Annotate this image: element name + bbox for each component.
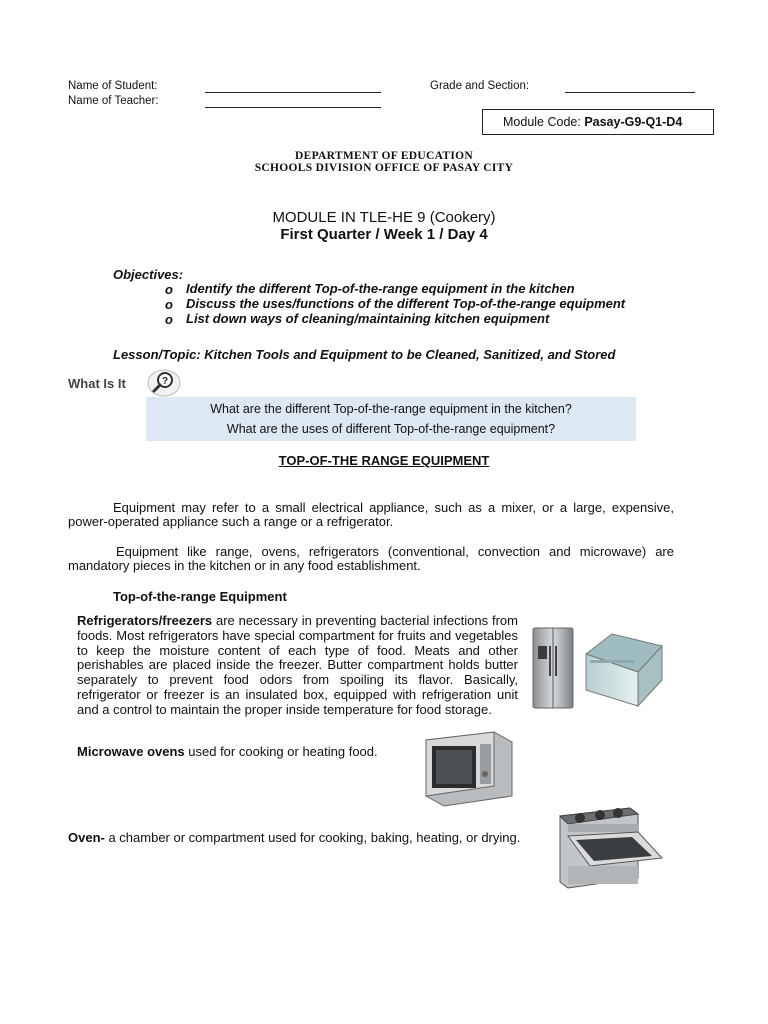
module-subtitle: First Quarter / Week 1 / Day 4	[280, 226, 488, 243]
module-code-value: Pasay-G9-Q1-D4	[584, 115, 683, 129]
intro-paragraph: Equipment may refer to a small electrical appliance, such as a mixer, or a large, expensive, power-operated appliance such a range or a refrigerator.	[68, 500, 674, 529]
student-name-label: Name of Student:	[68, 80, 158, 92]
what-is-it-label: What Is It	[68, 376, 126, 391]
grade-section-line[interactable]	[565, 92, 695, 93]
question-1: What are the different Top-of-the-range equipment in the kitchen?	[210, 402, 572, 416]
lesson-topic: Lesson/Topic: Kitchen Tools and Equipment to be Cleaned, Sanitized, and Stored	[113, 347, 616, 362]
fridge-term: Refrigerators/freezers	[77, 613, 213, 628]
oven-line	[68, 831, 520, 845]
objective-bullet: o	[165, 282, 173, 297]
objectives-label: Objectives:	[113, 267, 184, 282]
objective-item: List down ways of cleaning/maintaining kitchen equipment	[186, 311, 550, 326]
subheading: Top-of-the-range Equipment	[113, 589, 287, 604]
oven-range-image	[558, 806, 664, 890]
magnifier-question-icon	[147, 369, 181, 397]
fridge-text: are necessary in preventing bacterial infections from foods. Most refrigerators have special compartment for fruits and vegetables to keep the moisture content of each type of food. Meats and other perishables are placed inside the freezer. Butter compartment holds butter separately to prevent food odors from spoiling its flavor. Basically, refrigerator or freezer is an insulated box, equipped with refrigeration unit and a control to maintain the proper inside temperature for food storage.	[77, 613, 518, 717]
oven-text: a chamber or compartment used for cooking, baking, heating, or drying.	[104, 830, 521, 845]
teacher-name-line[interactable]	[205, 107, 381, 108]
chest-freezer-image	[582, 632, 666, 708]
svg-text:?: ?	[161, 376, 169, 387]
objective-item: Discuss the uses/functions of the different Top-of-the-range equipment	[186, 296, 626, 311]
oven-term: Oven-	[68, 830, 105, 845]
objective-item: Identify the different Top-of-the-range equipment in the kitchen	[186, 281, 575, 296]
module-title: MODULE IN TLE-HE 9 (Cookery)	[272, 209, 496, 226]
objective-bullet: o	[165, 297, 173, 312]
grade-section-label: Grade and Section:	[430, 80, 530, 92]
module-code-label: Module Code:	[503, 115, 581, 129]
refrigerator-image	[531, 626, 575, 710]
microwave-line	[77, 745, 378, 759]
intro-paragraph: Equipment like range, ovens, refrigerators (conventional, convection and microwave) are mandatory pieces in the kitchen or in any food establishment.	[68, 544, 674, 573]
microwave-term: Microwave ovens	[77, 744, 185, 759]
microwave-image	[424, 730, 514, 808]
microwave-text: used for cooking or heating food.	[184, 744, 378, 759]
objective-bullet: o	[165, 312, 173, 327]
student-name-line[interactable]	[205, 92, 381, 93]
dept-line2: SCHOOLS DIVISION OFFICE OF PASAY CITY	[254, 162, 514, 174]
dept-line1: DEPARTMENT OF EDUCATION	[295, 150, 473, 162]
teacher-name-label: Name of Teacher:	[68, 95, 159, 107]
section-heading: TOP-OF-THE RANGE EQUIPMENT	[278, 453, 490, 468]
question-box	[146, 397, 636, 441]
fridge-paragraph	[77, 614, 518, 718]
question-2: What are the uses of different Top-of-the-range equipment?	[226, 422, 556, 436]
module-code-box	[482, 109, 714, 135]
